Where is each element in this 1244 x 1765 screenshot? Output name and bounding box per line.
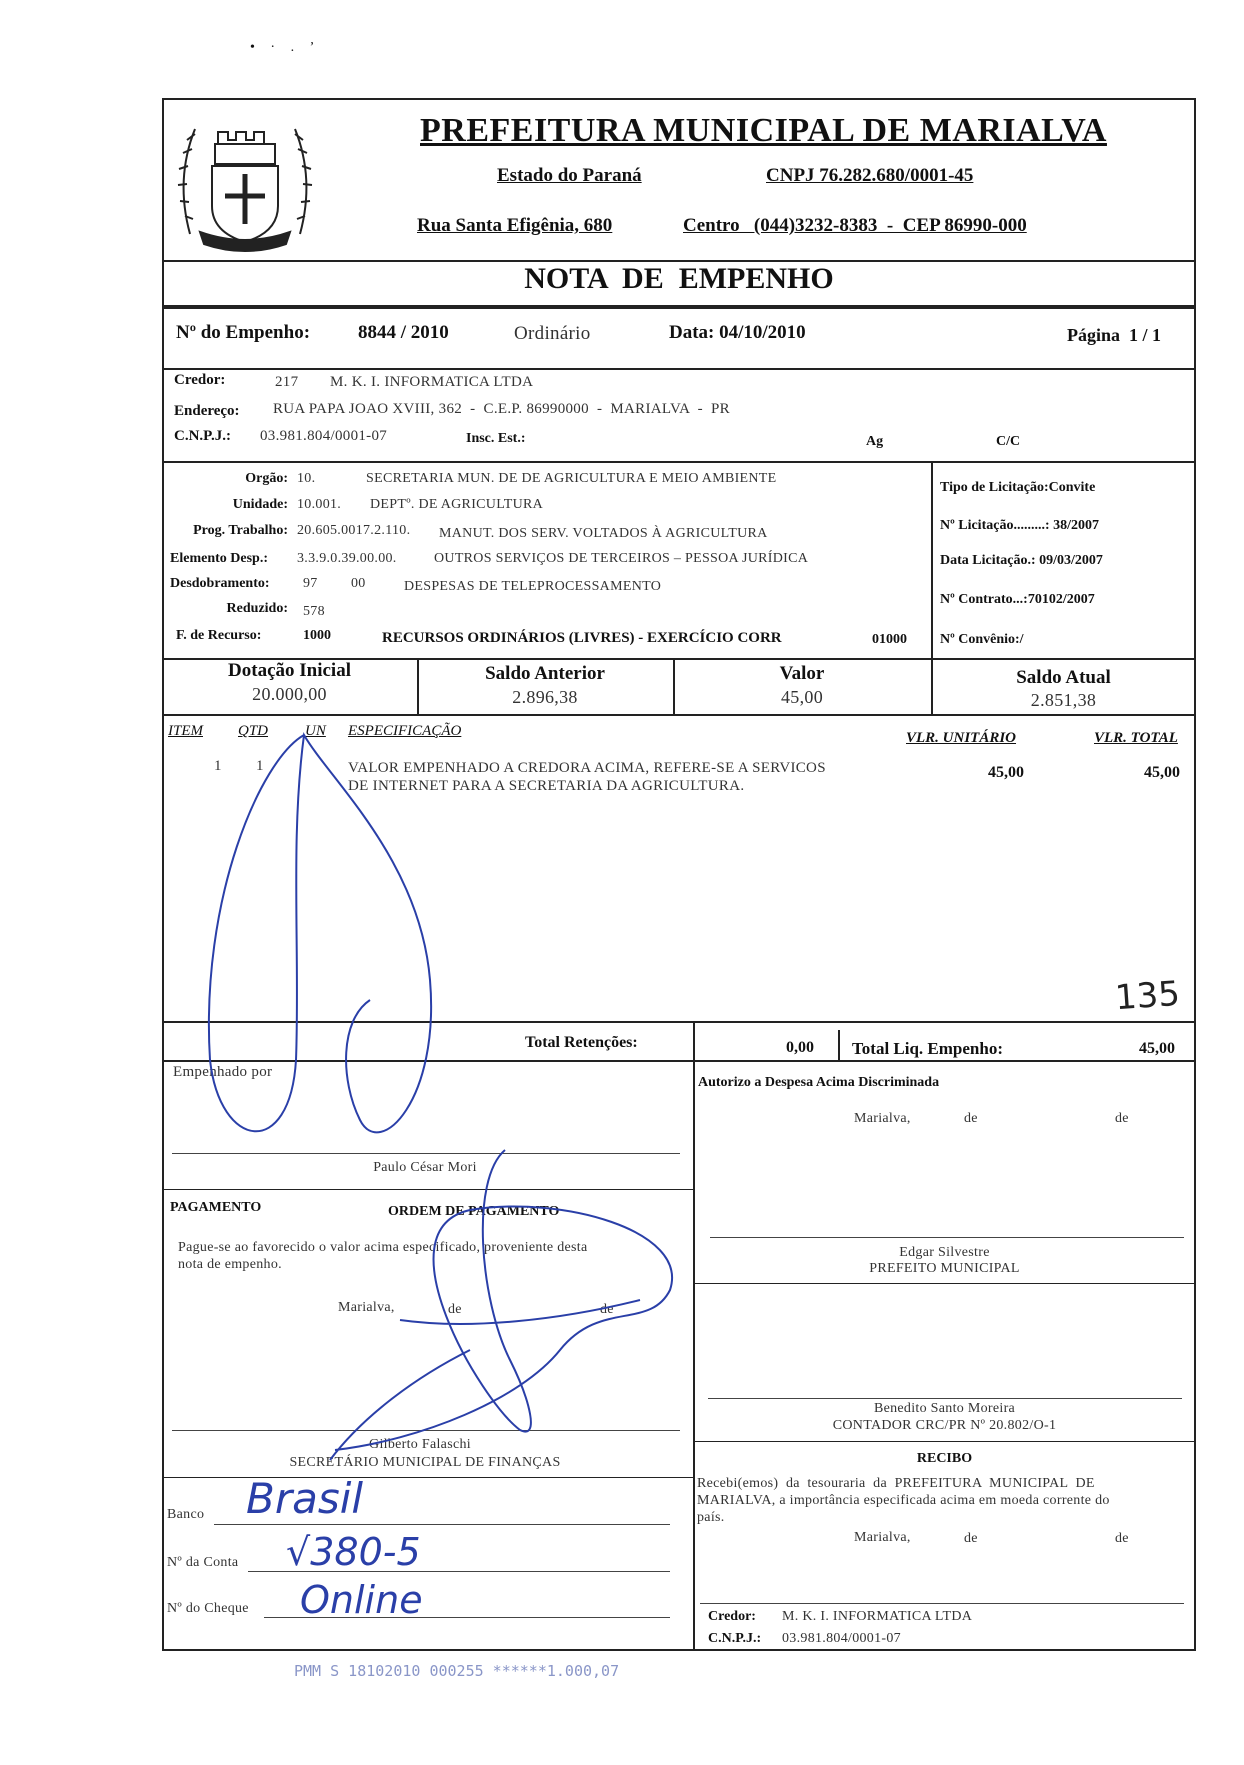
recurso-number: 01000	[872, 632, 907, 647]
credor-address: RUA PAPA JOAO XVIII, 362 - C.E.P. 86990000 - MARIALVA - PR	[273, 401, 730, 417]
contador-signer: Benedito Santo Moreira	[873, 1401, 1016, 1416]
pagamento-signer: Gilberto Falaschi	[369, 1437, 471, 1452]
desdobramento-desc: DESPESAS DE TELEPROCESSAMENTO	[404, 579, 662, 594]
col-especificacao: ESPECIFICAÇÃO	[348, 723, 462, 739]
pagamento-text-line2: nota de empenho.	[178, 1257, 282, 1272]
recibo-de1: de	[964, 1531, 978, 1546]
recibo-text-line3: país.	[697, 1510, 725, 1525]
col-qtd: QTD	[238, 723, 269, 739]
orgao-desc: SECRETARIA MUN. DE DE AGRICULTURA E MEIO AMBIENTE	[366, 471, 777, 486]
corner-mark: • · . ʼ	[250, 40, 321, 55]
empenho-label: Nº do Empenho:	[176, 322, 311, 343]
item-spec-line2: DE INTERNET PARA A SECRETARIA DA AGRICULTURA.	[348, 778, 745, 794]
coat-of-arms-icon	[170, 104, 320, 254]
ag-label: Ag	[866, 434, 884, 449]
autorizo-title: Autorizo a Despesa Acima Discriminada	[698, 1075, 940, 1090]
dotacao-label: Dotação Inicial	[228, 660, 351, 681]
recibo-text-line1: Recebi(emos) da tesouraria da PREFEITURA MUNICIPAL DE	[697, 1476, 1095, 1491]
credor-code: 217	[275, 374, 299, 390]
prog-desc: MANUT. DOS SERV. VOLTADOS À AGRICULTURA	[439, 526, 768, 541]
empenhado-signer: Paulo César Mori	[373, 1160, 477, 1175]
item-spec-line1: VALOR EMPENHADO A CREDORA ACIMA, REFERE-SE A SERVICOS	[348, 760, 826, 776]
unidade-label: Unidade:	[232, 497, 288, 512]
valor-value: 45,00	[781, 687, 823, 707]
autorizo-city: Marialva,	[854, 1111, 911, 1126]
recibo-de2: de	[1115, 1531, 1129, 1546]
recibo-text-line2: MARIALVA, a importância especificada acima em moeda corrente do	[697, 1493, 1110, 1508]
recibo-cnpj: 03.981.804/0001-07	[782, 1631, 901, 1646]
valor-label: Valor	[779, 663, 825, 684]
banco-label: Banco	[167, 1507, 205, 1522]
prog-code: 20.605.0017.2.110.	[297, 523, 411, 538]
pagamento-de2: de	[600, 1302, 614, 1317]
banco-value: Brasil	[246, 1474, 364, 1523]
col-item: ITEM	[168, 723, 203, 739]
cc-label: C/C	[996, 434, 1021, 449]
reduzido-label: Reduzido:	[226, 601, 288, 616]
municipality-title: PREFEITURA MUNICIPAL DE MARIALVA	[420, 112, 1107, 149]
desdobramento-label: Desdobramento:	[170, 576, 270, 591]
col-un: UN	[305, 723, 326, 739]
liquido-value: 45,00	[1139, 1040, 1175, 1057]
credor-name: M. K. I. INFORMATICA LTDA	[330, 374, 534, 390]
recibo-city: Marialva,	[854, 1530, 911, 1545]
item-qtd: 1	[256, 758, 264, 774]
retencoes-label: Total Retenções:	[525, 1034, 638, 1051]
empenho-number: 8844 / 2010	[358, 322, 449, 343]
recibo-cnpj-label: C.N.P.J.:	[708, 1631, 762, 1646]
autorizo-signer: Edgar Silvestre	[899, 1245, 990, 1260]
saldo-anterior-label: Saldo Anterior	[485, 663, 605, 684]
ordem-pagamento-title: ORDEM DE PAGAMENTO	[388, 1204, 560, 1219]
contrato-number: Nº Contrato...:70102/2007	[940, 592, 1095, 607]
cheque-label: Nº do Cheque	[167, 1601, 249, 1616]
conta-label: Nº da Conta	[167, 1555, 239, 1570]
licitacao-data: Data Licitação.: 09/03/2007	[940, 553, 1103, 568]
document-title: NOTA DE EMPENHO	[524, 262, 834, 295]
cnpj-label: C.N.P.J.:	[174, 428, 231, 444]
pagamento-text-line1: Pague-se ao favorecido o valor acima especificado, proveniente desta	[178, 1240, 588, 1255]
elemento-code: 3.3.9.0.39.00.00.	[297, 551, 397, 566]
handwritten-number: 135	[1113, 973, 1182, 1019]
licitacao-tipo: Tipo de Licitação:Convite	[940, 480, 1096, 495]
saldo-anterior-value: 2.896,38	[512, 687, 578, 707]
cheque-value: Online	[300, 1578, 423, 1622]
conta-value: √380-5	[286, 1530, 421, 1574]
col-vlr-unitario: VLR. UNITÁRIO	[906, 730, 1017, 746]
col-vlr-total: VLR. TOTAL	[1094, 730, 1178, 746]
empenhado-label: Empenhado por	[173, 1064, 273, 1080]
elemento-label: Elemento Desp.:	[170, 551, 268, 566]
pagamento-de1: de	[448, 1302, 462, 1317]
address-label: Endereço:	[174, 403, 240, 419]
recibo-credor-name: M. K. I. INFORMATICA LTDA	[782, 1609, 973, 1624]
recurso-label: F. de Recurso:	[176, 628, 262, 643]
elemento-desc: OUTROS SERVIÇOS DE TERCEIROS – PESSOA JURÍDICA	[434, 551, 809, 566]
credor-label: Credor:	[174, 372, 226, 388]
autorizo-role: PREFEITO MUNICIPAL	[869, 1261, 1020, 1276]
state-label: Estado do Paraná	[497, 165, 642, 186]
empenho-type: Ordinário	[514, 323, 591, 344]
dotacao-value: 20.000,00	[252, 684, 327, 704]
recurso-desc: RECURSOS ORDINÁRIOS (LIVRES) - EXERCÍCIO CORR	[382, 630, 782, 646]
credor-cnpj: 03.981.804/0001-07	[260, 428, 388, 444]
payment-stamp: PMM S 18102010 000255 ******1.000,07	[294, 1662, 620, 1680]
desdobramento-b: 00	[351, 576, 366, 591]
retencoes-value: 0,00	[786, 1039, 814, 1056]
saldo-atual-value: 2.851,38	[1030, 690, 1097, 710]
convenio-number: Nº Convênio:/	[940, 632, 1024, 647]
insc-label: Insc. Est.:	[466, 431, 526, 446]
orgao-label: Orgão:	[245, 471, 288, 486]
page-number: Página 1 / 1	[1067, 325, 1162, 345]
address-contact: Centro (044)3232-8383 - CEP 86990-000	[683, 215, 1027, 236]
unidade-code: 10.001.	[297, 497, 342, 512]
orgao-code: 10.	[297, 471, 316, 486]
recibo-title: RECIBO	[916, 1451, 973, 1466]
pagamento-city: Marialva,	[338, 1300, 395, 1315]
pagamento-role: SECRETÁRIO MUNICIPAL DE FINANÇAS	[289, 1455, 561, 1470]
recurso-code: 1000	[303, 628, 331, 643]
street-address: Rua Santa Efigênia, 680	[417, 215, 613, 236]
licitacao-numero: Nº Licitação.........: 38/2007	[940, 518, 1099, 533]
item-number: 1	[214, 758, 222, 774]
recibo-credor-label: Credor:	[708, 1609, 756, 1624]
prog-label: Prog. Trabalho:	[193, 523, 288, 538]
reduzido-value: 578	[303, 604, 325, 619]
autorizo-de1: de	[964, 1111, 978, 1126]
cnpj-header: CNPJ 76.282.680/0001-45	[766, 165, 974, 186]
autorizo-de2: de	[1115, 1111, 1129, 1126]
empenho-date: Data: 04/10/2010	[669, 322, 806, 343]
pagamento-title: PAGAMENTO	[170, 1200, 262, 1215]
contador-role: CONTADOR CRC/PR Nº 20.802/O-1	[832, 1418, 1057, 1433]
desdobramento-a: 97	[303, 576, 318, 591]
unidade-desc: DEPTº. DE AGRICULTURA	[370, 497, 544, 512]
item-unit-value: 45,00	[988, 764, 1024, 781]
liquido-label: Total Liq. Empenho:	[852, 1039, 1003, 1058]
saldo-atual-label: Saldo Atual	[1016, 667, 1111, 688]
item-total-value: 45,00	[1144, 764, 1180, 781]
